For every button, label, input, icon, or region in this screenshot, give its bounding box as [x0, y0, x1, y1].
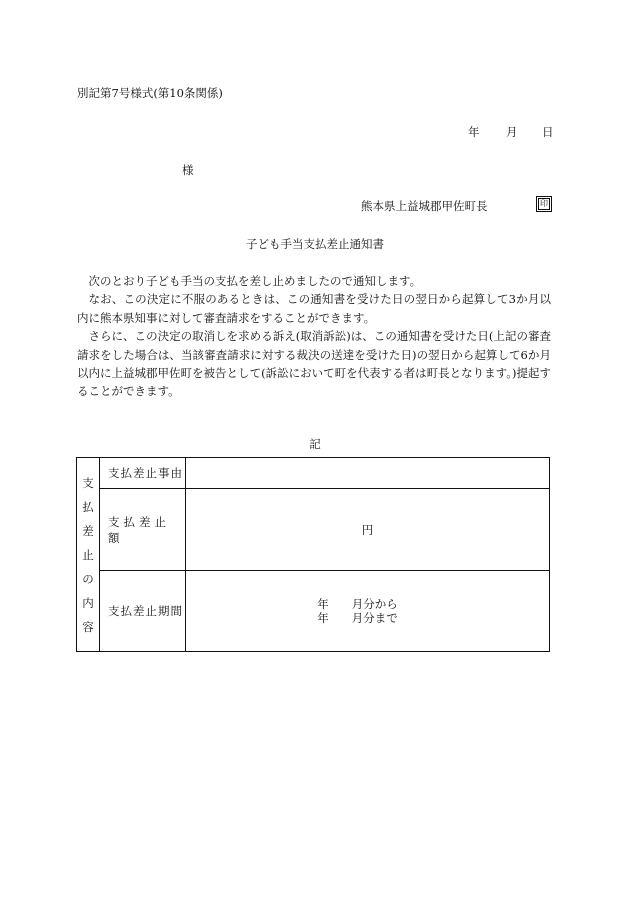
addressee-suffix: 様: [182, 163, 194, 177]
vertical-char: 払: [82, 499, 94, 514]
period-from: 年 月分から: [317, 597, 398, 611]
seal-mark: [536, 196, 552, 212]
vertical-char: の: [82, 571, 94, 586]
vertical-char: 支: [82, 475, 94, 490]
vertical-heading: [77, 458, 100, 652]
period-to: 年 月分まで: [317, 611, 398, 625]
paragraph-1: 次のとおり子ども手当の支払を差し止めましたので通知します。: [88, 274, 422, 288]
document-title: 子ども手当支払差止通知書: [246, 237, 384, 251]
vertical-char: 差: [82, 523, 94, 538]
reason-label: 支払差止事由: [100, 458, 186, 489]
ki-heading: 記: [309, 437, 321, 451]
vertical-char: 内: [82, 595, 94, 610]
form-number: 別記第7号様式(第10条関係): [77, 86, 223, 100]
seal-label: 印: [540, 199, 548, 208]
date-line: [468, 124, 554, 140]
date-year: 年: [468, 125, 480, 139]
vertical-char: 止: [82, 547, 94, 562]
reason-value-cell[interactable]: [186, 458, 550, 489]
vertical-char: 容: [82, 619, 94, 634]
suspension-details-table: [76, 457, 550, 652]
notice-body: [77, 272, 551, 401]
paragraph-2: なお、この決定に不服のあるときは、この通知書を受けた日の翌日から起算して3か月以内に熊本県知事に対して審査請求をすることができます。: [77, 292, 551, 325]
issuer-name: 熊本県上益城郡甲佐町長: [361, 199, 488, 213]
paragraph-3: さらに、この決定の取消しを求める訴え(取消訴訟)は、この通知書を受けた日(上記の審査請求をした場合は、当該審査請求に対する裁決の送達を受けた日)の翌日から起算して6か月以内に上益城郡甲佐町を被告として(訴訟において町を代表する者は町長となります。)提起することができます。: [77, 329, 551, 399]
period-label: 支払差止期間: [100, 571, 186, 652]
period-value-cell[interactable]: [186, 571, 550, 652]
amount-value-cell[interactable]: [186, 489, 550, 571]
date-month: 月: [506, 125, 518, 139]
amount-unit: 円: [361, 522, 374, 537]
date-day: 日: [542, 125, 554, 139]
amount-label: 支払差止額: [100, 489, 186, 571]
